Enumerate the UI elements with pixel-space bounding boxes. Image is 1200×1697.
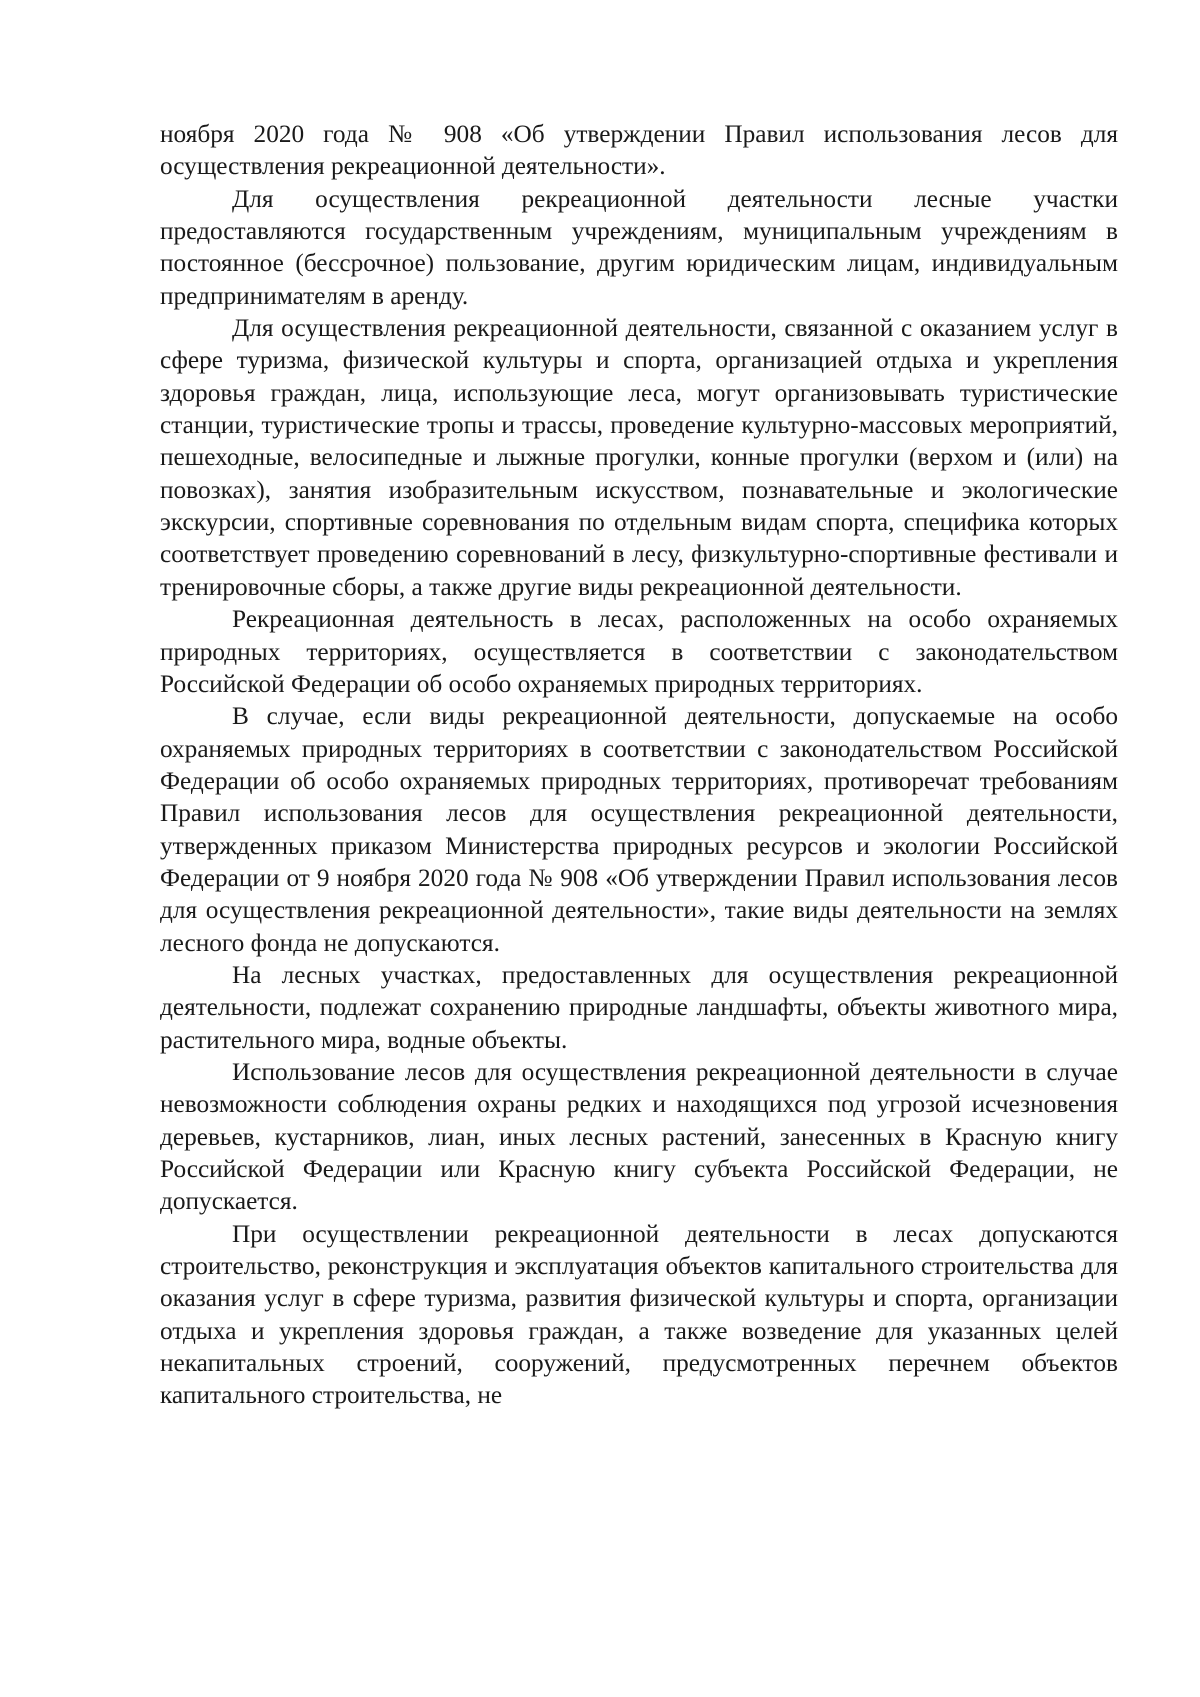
paragraph-preservation: На лесных участках, предоставленных для осуществления рекреационной деятельности, подлежат сохранению природные ландшафты, объекты животного мира, растительного мира, водные объекты. xyxy=(160,960,1118,1054)
paragraph-conflict-rules: В случае, если виды рекреационной деятельности, допускаемые на особо охраняемых природных территориях в соответствии с законодательством Российской Федерации об особо охраняемых природных территориях, противоречат требованиям Правил использования лесов для осуществления рекреационной деятельности, утвержденных приказом Министерства природных ресурсов и экологии Российской Федерации от 9 ноября 2020 года № 908 «Об утверждении Правил использования лесов для осуществления рекреационной деятельности», такие виды деятельности на землях лесного фонда не допускаются. xyxy=(160,702,1118,957)
paragraph-construction: При осуществлении рекреационной деятельности в лесах допускаются строительство, реконструкция и эксплуатация объектов капитального строительства для оказания услуг в сфере туризма, развития физической культуры и спорта, организации отдыха и укрепления здоровья граждан, а также возведение для указанных целей некапитальных строений, сооружений, предусмотренных перечнем объектов капитального строительства, не xyxy=(160,1219,1118,1410)
paragraph-land-provision: Для осуществления рекреационной деятельности лесные участки предоставляются государственным учреждениям, муниципальным учреждениям в постоянное (бессрочное) пользование, другим юридическим лицам, индивидуальным предпринимателям в аренду. xyxy=(160,184,1118,310)
paragraph-recreation-activities: Для осуществления рекреационной деятельности, связанной с оказанием услуг в сфере туризма, физической культуры и спорта, организацией отдыха и укрепления здоровья граждан, лица, использующие леса, могут организовывать туристические станции, туристические тропы и трассы, проведение культурно-массовых мероприятий, пешеходные, велосипедные и лыжные прогулки, конные прогулки (верхом и (или) на повозках), занятия изобразительным искусством, познавательные и экологические экскурсии, спортивные соревнования по отдельным видам спорта, специфика которых соответствует проведению соревнований в лесу, физкультурно-спортивные фестивали и тренировочные сборы, а также другие виды рекреационной деятельности. xyxy=(160,314,1118,601)
document-page xyxy=(160,118,1118,1412)
paragraph-red-book: Использование лесов для осуществления рекреационной деятельности в случае невозможности соблюдения охраны редких и находящихся под угрозой исчезновения деревьев, кустарников, лиан, иных лесных растений, занесенных в Красную книгу Российской Федерации или Красную книгу субъекта Российской Федерации, не допускается. xyxy=(160,1057,1118,1216)
paragraph-protected-areas: Рекреационная деятельность в лесах, расположенных на особо охраняемых природных территориях, осуществляется в соответствии с законодательством Российской Федерации об особо охраняемых природных территориях. xyxy=(160,605,1118,698)
paragraph-continuation: ноября 2020 года № 908 «Об утверждении Правил использования лесов для осуществления рекреационной деятельности». xyxy=(160,120,1118,181)
